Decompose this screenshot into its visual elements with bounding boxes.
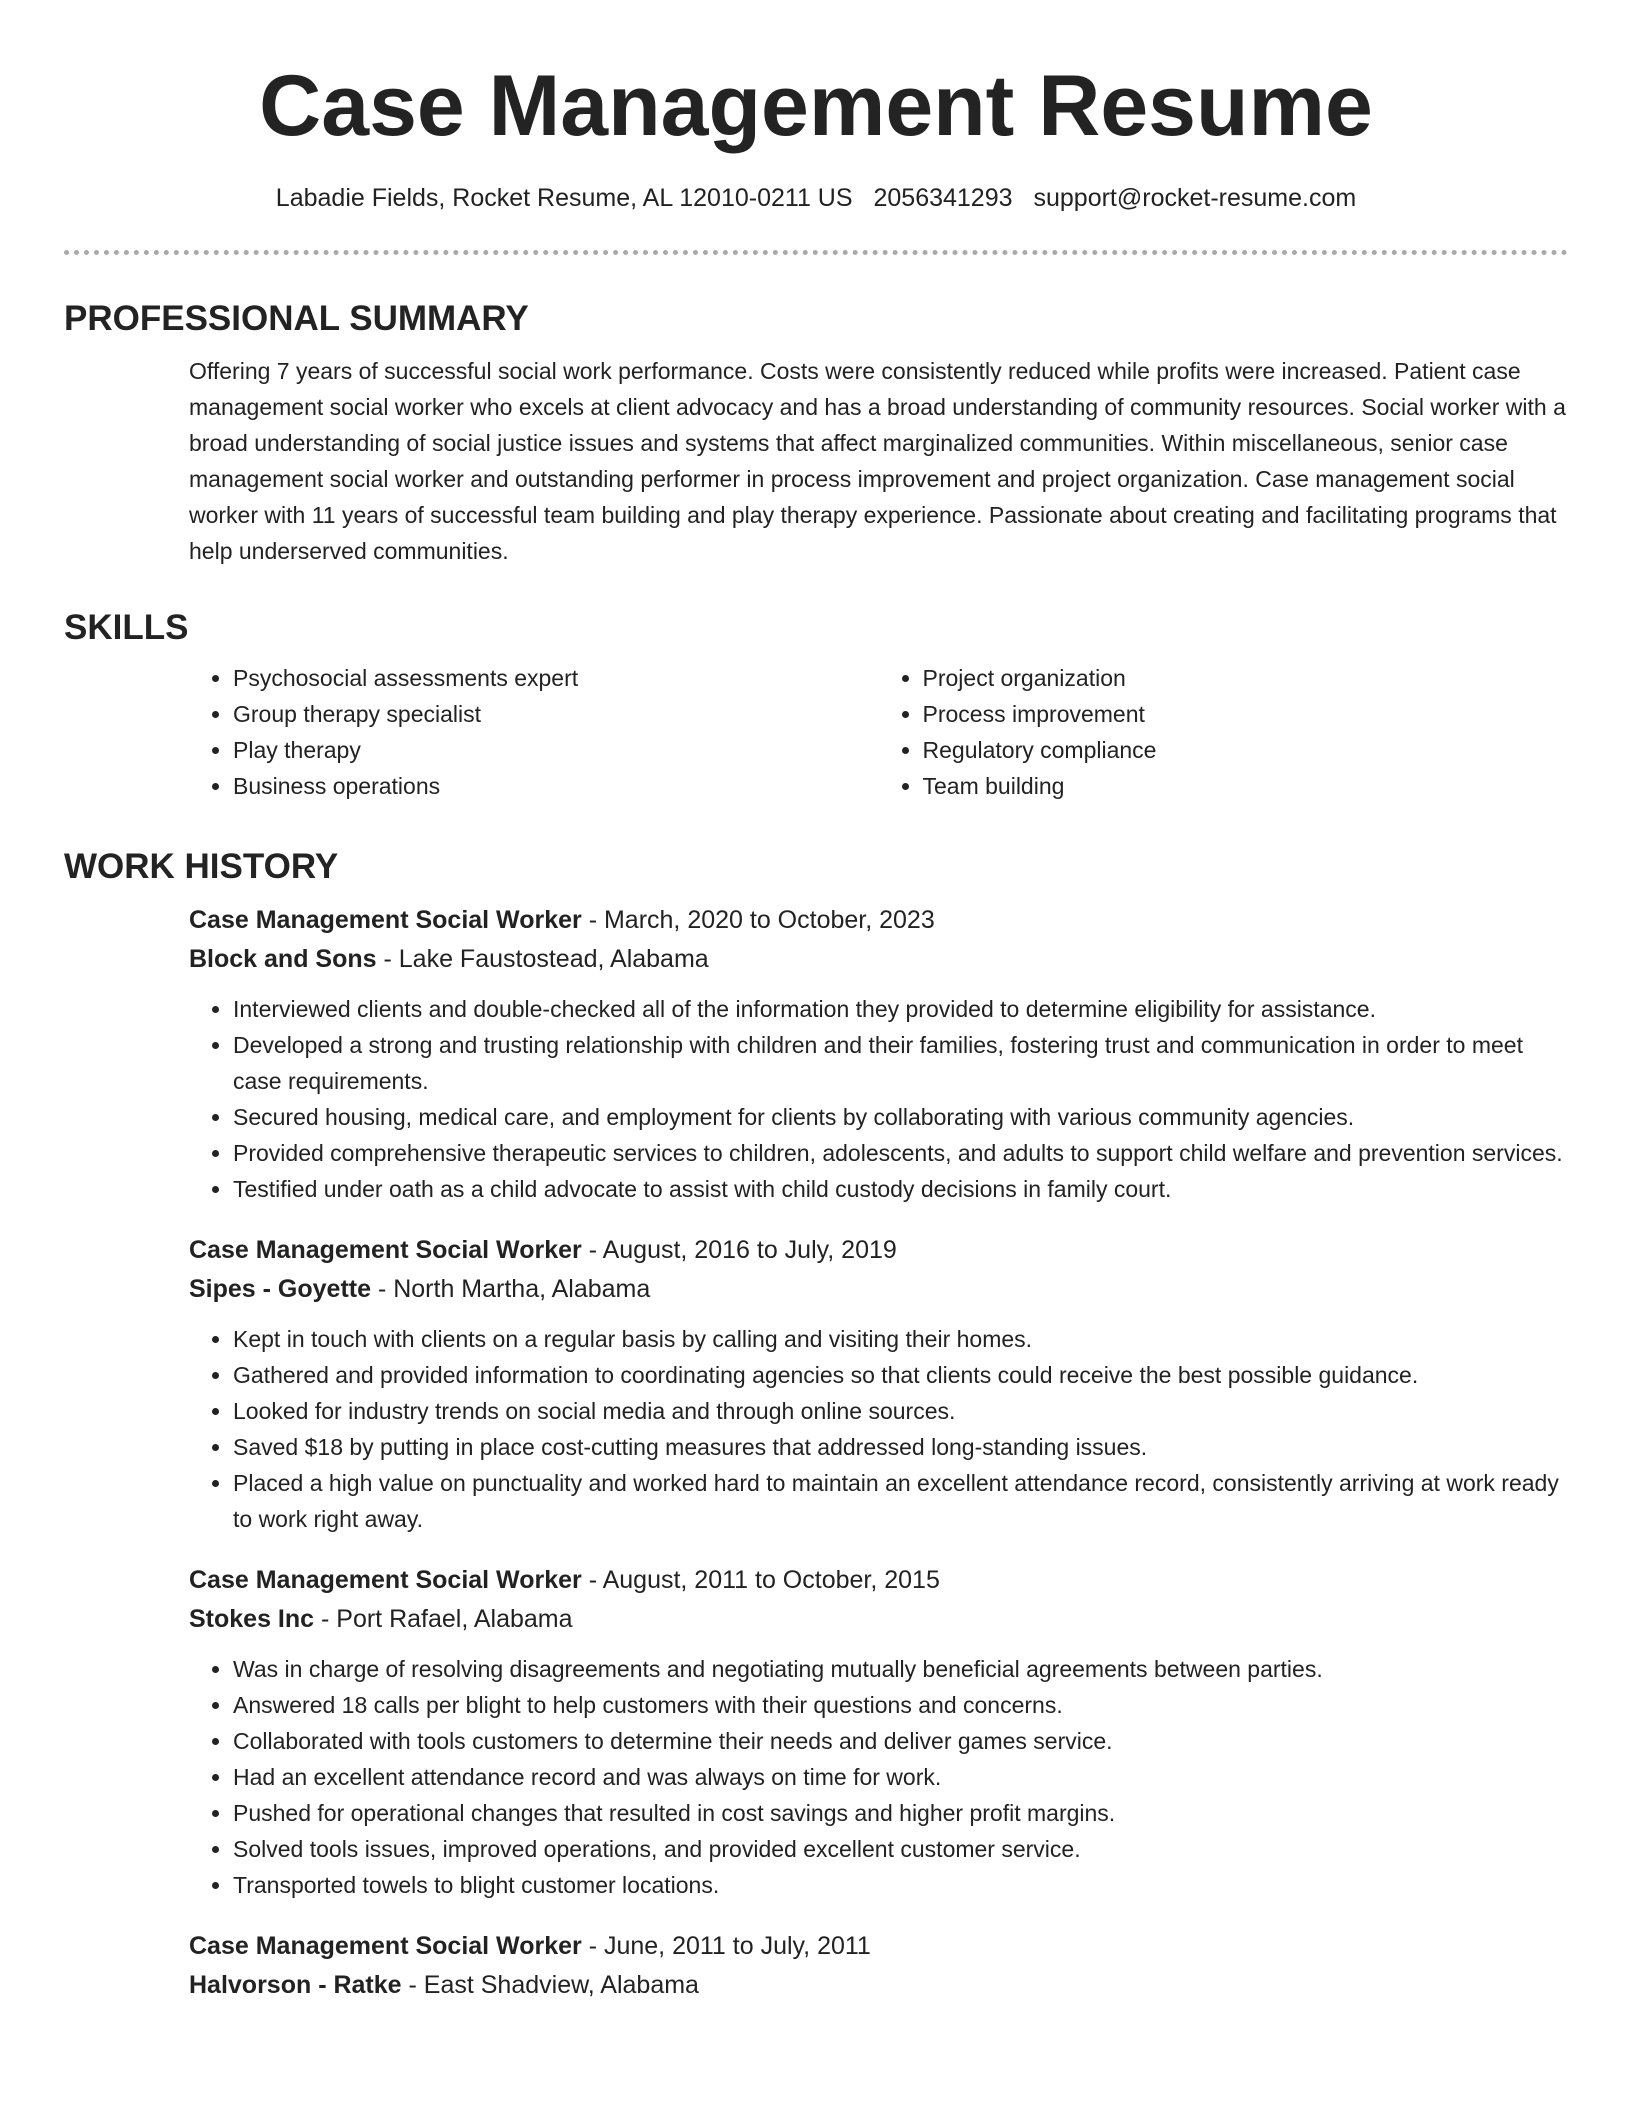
skills-list-left: [189, 660, 879, 804]
job-dates: - June, 2011 to July, 2011: [581, 1932, 871, 1960]
job-company-line: [189, 1966, 1568, 2005]
job-title-line: [189, 901, 1568, 940]
skill-item: • Play therapy: [233, 732, 879, 768]
job-bullet: • Solved tools issues, improved operations, and provided excellent customer service.: [233, 1831, 1568, 1867]
job-bullet: • Testified under oath as a child advocate to assist with child custody decisions in family court.: [233, 1171, 1568, 1207]
job-bullet: • Pushed for operational changes that resulted in cost savings and higher profit margins.: [233, 1795, 1568, 1831]
job-dates: - August, 2016 to July, 2019: [581, 1236, 897, 1264]
job-company: Halvorson - Ratke: [189, 1971, 402, 1999]
job-dates: - August, 2011 to October, 2015: [581, 1566, 940, 1594]
job-role: Case Management Social Worker: [189, 906, 582, 934]
job-bullet: • Placed a high value on punctuality and worked hard to maintain an excellent attendance record, consistently arriving at work ready to work right away.: [233, 1465, 1568, 1537]
job-location: - Lake Faustostead, Alabama: [376, 945, 709, 973]
job-location: - East Shadview, Alabama: [401, 1971, 699, 1999]
job-bullet: • Secured housing, medical care, and employment for clients by collaborating with various community agencies.: [233, 1099, 1568, 1135]
job-company-line: [189, 940, 1568, 979]
skill-item: • Psychosocial assessments expert: [233, 660, 879, 696]
skill-item: • Process improvement: [923, 696, 1569, 732]
work-history-heading: WORK HISTORY: [64, 847, 339, 886]
job-bullet: • Looked for industry trends on social media and through online sources.: [233, 1393, 1568, 1429]
skill-item: • Business operations: [233, 768, 879, 804]
work-history-body: [189, 901, 1568, 2005]
contact-line: [64, 180, 1568, 216]
job-bullet-list: [189, 991, 1568, 1207]
skills-heading: SKILLS: [64, 608, 189, 647]
job-bullet: • Kept in touch with clients on a regular basis by calling and visiting their homes.: [233, 1321, 1568, 1357]
job-entry: [189, 1231, 1568, 1537]
job-bullet: • Transported towels to blight customer locations.: [233, 1867, 1568, 1903]
resume-title: Case Management Resume: [259, 58, 1373, 154]
job-entry: [189, 901, 1568, 1207]
job-bullet: • Saved $18 by putting in place cost-cutting measures that addressed long-standing issues.: [233, 1429, 1568, 1465]
skill-item: • Project organization: [923, 660, 1569, 696]
job-dates: - March, 2020 to October, 2023: [581, 906, 935, 934]
job-role: Case Management Social Worker: [189, 1932, 582, 1960]
job-location: - North Martha, Alabama: [371, 1275, 651, 1303]
job-company-line: [189, 1600, 1568, 1639]
job-bullet-list: [189, 1651, 1568, 1903]
job-bullet: • Interviewed clients and double-checked all of the information they provided to determine eligibility for assistance.: [233, 991, 1568, 1027]
job-company-line: [189, 1270, 1568, 1309]
job-bullet: • Had an excellent attendance record and was always on time for work.: [233, 1759, 1568, 1795]
job-company: Stokes Inc: [189, 1605, 315, 1633]
contact-address: Labadie Fields, Rocket Resume, AL 12010-0211 US: [275, 184, 853, 212]
summary-section: [64, 297, 1568, 569]
job-company: Sipes - Goyette: [189, 1275, 371, 1303]
skills-grid: [189, 660, 1568, 804]
job-bullet: • Collaborated with tools customers to determine their needs and deliver games service.: [233, 1723, 1568, 1759]
contact-phone: 2056341293: [873, 184, 1013, 212]
summary-body: [189, 353, 1568, 569]
job-company: Block and Sons: [189, 945, 377, 973]
skills-section: [64, 606, 1568, 804]
job-entry: [189, 1927, 1568, 2005]
summary-text: Offering 7 years of successful social work performance. Costs were consistently reduced while profits were increased. Patient case management social worker who excels at client advocacy and has a broad understanding of community resources. Social worker with a broad understanding of social justice issues and systems that affect marginalized communities. Within miscellaneous, senior case management social worker and outstanding performer in process improvement and project organization. Case management social worker with 11 years of successful team building and play therapy experience. Passionate about creating and facilitating programs that help underserved communities.: [189, 358, 1566, 564]
skills-list-right: [879, 660, 1569, 804]
job-location: - Port Rafael, Alabama: [314, 1605, 573, 1633]
skill-item: • Group therapy specialist: [233, 696, 879, 732]
job-title-line: [189, 1927, 1568, 1966]
summary-heading: PROFESSIONAL SUMMARY: [64, 299, 529, 338]
job-entry: [189, 1561, 1568, 1903]
job-bullet: • Developed a strong and trusting relationship with children and their families, fostering trust and communication in order to meet case requirements.: [233, 1027, 1568, 1099]
job-bullet: • Provided comprehensive therapeutic services to children, adolescents, and adults to support child welfare and prevention services.: [233, 1135, 1568, 1171]
job-title-line: [189, 1561, 1568, 1600]
contact-email: support@rocket-resume.com: [1033, 184, 1357, 212]
job-title-line: [189, 1231, 1568, 1270]
job-bullet: • Was in charge of resolving disagreements and negotiating mutually beneficial agreements between parties.: [233, 1651, 1568, 1687]
job-bullet-list: [189, 1321, 1568, 1537]
job-bullet: • Answered 18 calls per blight to help customers with their questions and concerns.: [233, 1687, 1568, 1723]
work-history-section: [64, 845, 1568, 2029]
job-role: Case Management Social Worker: [189, 1566, 582, 1594]
job-role: Case Management Social Worker: [189, 1236, 582, 1264]
skill-item: • Team building: [923, 768, 1569, 804]
job-bullet: • Gathered and provided information to coordinating agencies so that clients could receive the best possible guidance.: [233, 1357, 1568, 1393]
header-divider: [64, 250, 1568, 255]
skill-item: • Regulatory compliance: [923, 732, 1569, 768]
